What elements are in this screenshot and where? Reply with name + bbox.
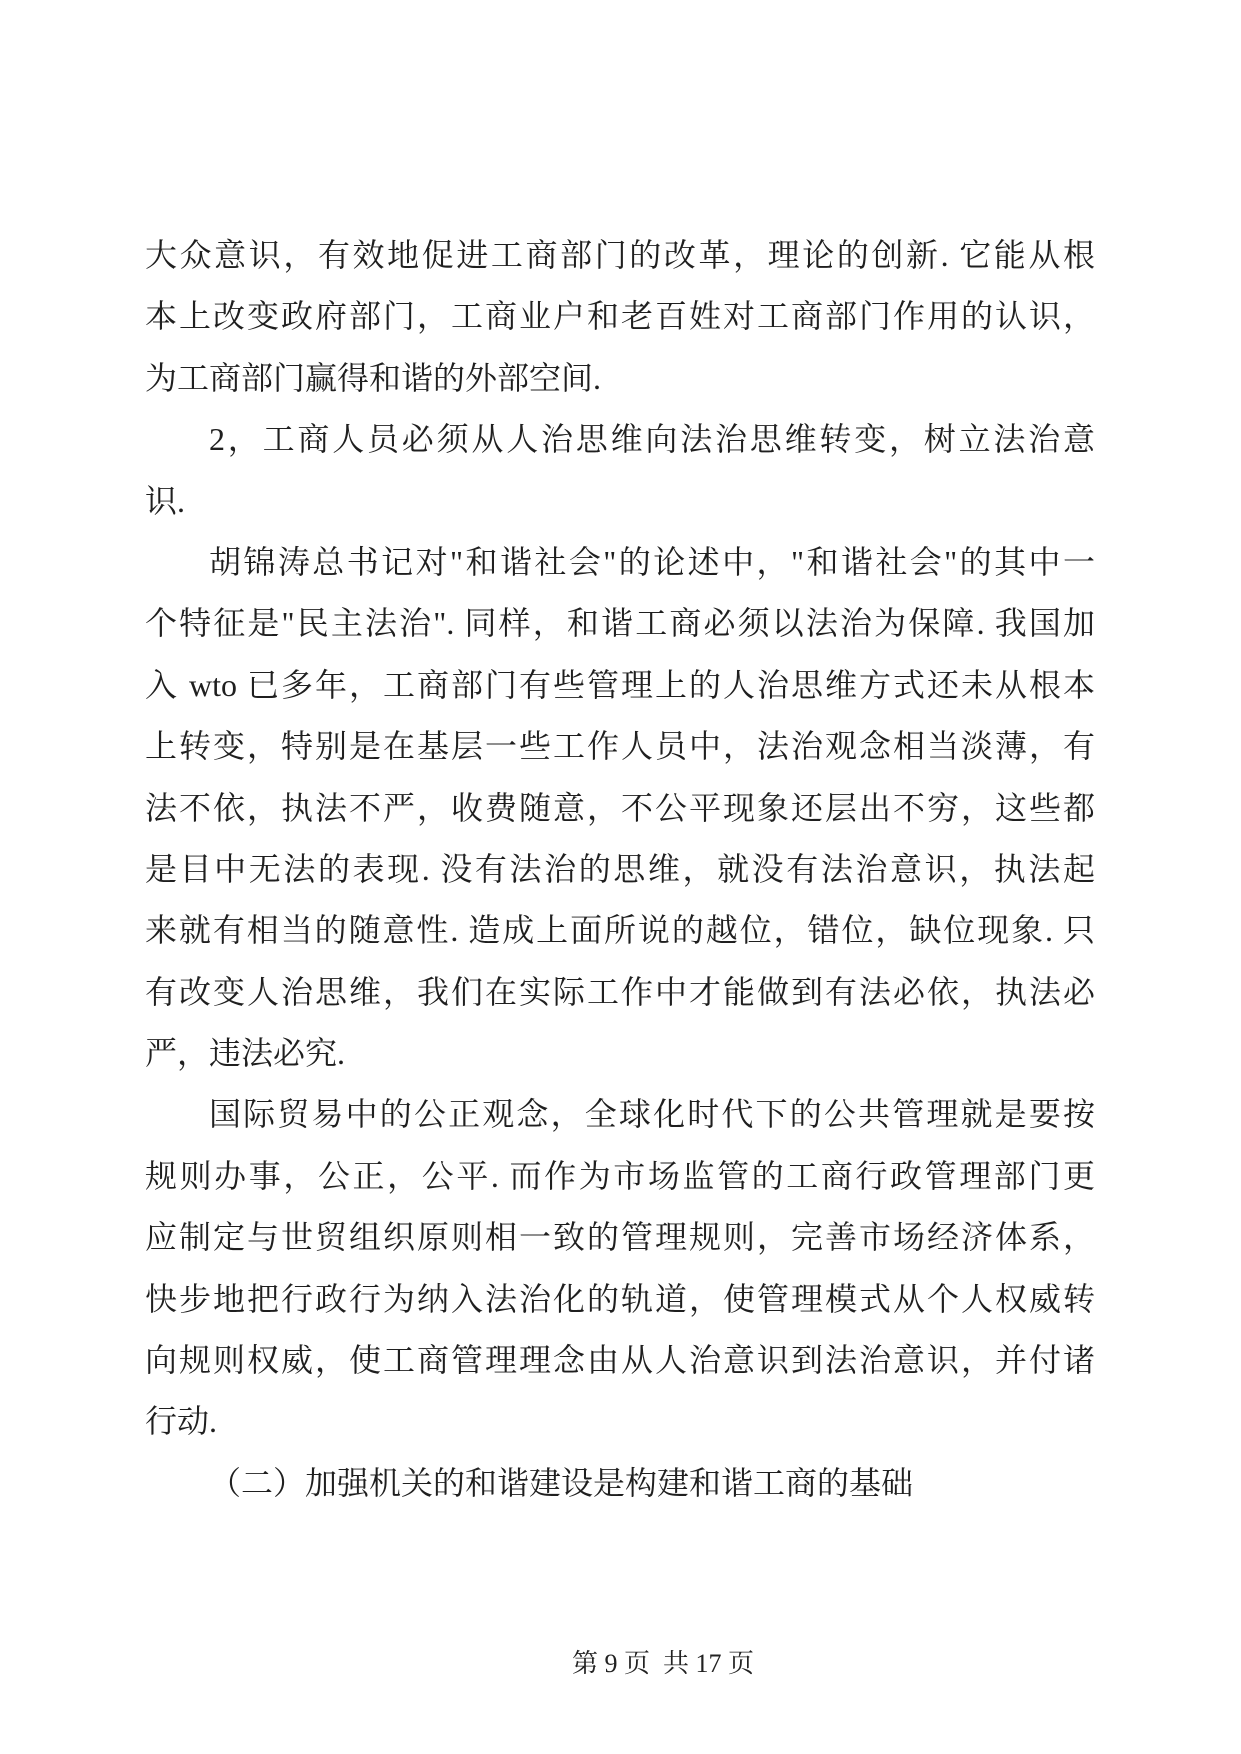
- section-heading-line: （二）加强机关的和谐建设是构建和谐工商的基础: [209, 1464, 914, 1501]
- text-line: 2，工商人员必须从人治思维向法治思维转变，树立法治意: [209, 421, 1095, 458]
- text-line: 上转变，特别是在基层一些工作人员中，法治观念相当淡薄，有: [145, 728, 1095, 765]
- paragraph: [145, 532, 1095, 1085]
- text-line: 国际贸易中的公正观念，全球化时代下的公共管理就是要按: [209, 1096, 1095, 1133]
- text-line: 行动.: [145, 1403, 218, 1440]
- text-line: 快步地把行政行为纳入法治化的轨道，使管理模式从个人权威转: [145, 1280, 1095, 1317]
- paragraph: [145, 225, 1095, 409]
- text-line: 法不依，执法不严，收费随意，不公平现象还层出不穷，这些都: [145, 789, 1095, 826]
- text-line: 应制定与世贸组织原则相一致的管理规则，完善市场经济体系，: [145, 1219, 1095, 1256]
- paragraph: [145, 409, 1095, 532]
- text-line: 为工商部门赢得和谐的外部空间.: [145, 359, 602, 396]
- text-line: 入 wto 已多年，工商部门有些管理上的人治思维方式还未从根本: [145, 666, 1095, 703]
- text-line: 严，违法必究.: [145, 1035, 346, 1072]
- text-line: 向规则权威，使工商管理理念由从人治意识到法治意识，并付诸: [145, 1342, 1095, 1379]
- text-line: 有改变人治思维，我们在实际工作中才能做到有法必依，执法必: [145, 973, 1095, 1010]
- text-line: 来就有相当的随意性. 造成上面所说的越位，错位，缺位现象. 只: [145, 912, 1095, 949]
- document-body: [145, 225, 1095, 1514]
- text-line: 大众意识，有效地促进工商部门的改革，理论的创新. 它能从根: [145, 237, 1095, 273]
- text-line: 胡锦涛总书记对"和谐社会"的论述中，"和谐社会"的其中一: [209, 543, 1095, 580]
- page-footer: [175, 1616, 1125, 1712]
- text-line: 是目中无法的表现. 没有法治的思维，就没有法治意识，执法起: [145, 850, 1095, 887]
- text-line: 个特征是"民主法治". 同样，和谐工商必须以法治为保障. 我国加: [145, 605, 1095, 642]
- page-number: 第 9 页 共 17 页: [571, 1649, 754, 1678]
- paragraph: [145, 1084, 1095, 1452]
- text-line: 规则办事，公正，公平. 而作为市场监管的工商行政管理部门更: [145, 1157, 1095, 1194]
- text-line: 识.: [145, 482, 186, 519]
- text-line: 本上改变政府部门，工商业户和老百姓对工商部门作用的认识，: [145, 298, 1095, 335]
- paragraph: [145, 1453, 1095, 1514]
